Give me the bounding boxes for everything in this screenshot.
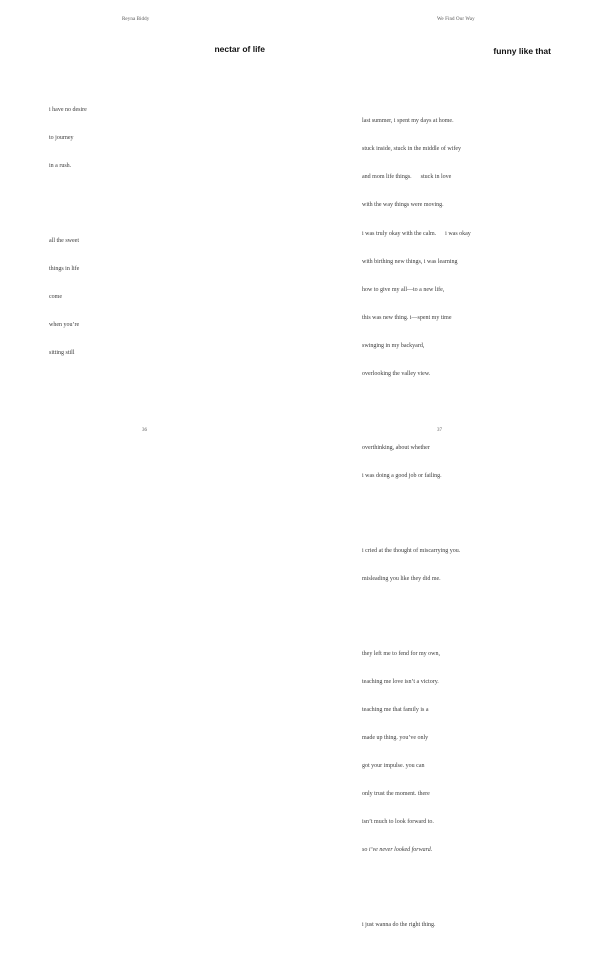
poem-line: in a rush. (49, 163, 72, 170)
poem-line: they left me to fend for my own, (362, 650, 440, 657)
poem-line: made up thing. you’ve only (362, 735, 429, 742)
poem-line-italic: so i’ve never looked forward. (362, 847, 433, 854)
poem-line: teaching me love isn’t a victory. (362, 679, 439, 685)
poem-line: and mom life things. stuck in love (362, 174, 452, 181)
poem-line: last summer, i spent my days at home. (362, 118, 454, 125)
poem-line: i have no desire (49, 107, 87, 114)
poem-line: how to give my all—to a new life, (362, 286, 445, 293)
poem-line: isn’t much to look forward to. (362, 819, 434, 826)
stanza (362, 529, 471, 604)
poem-line: swinging in my backyard, (362, 342, 425, 349)
poem-title: funny like that (493, 46, 551, 56)
page-number: 36 (142, 428, 147, 433)
poem-line: got your impulse. you can (362, 763, 425, 770)
poem-line: with the way things were moving. (362, 202, 444, 209)
running-head-author: Reyna Biddy (122, 17, 150, 22)
running-head-book-title: We Find Our Way (437, 17, 475, 22)
poem-line: overthinking, about whether (362, 445, 430, 452)
poem-line: this was new thing. i—spent my time (362, 314, 452, 321)
stanza (49, 219, 87, 378)
poem-body (362, 80, 471, 977)
stanza (362, 99, 471, 398)
poem-line: sitting still (49, 350, 75, 357)
poem-line: i was doing a good job or failing. (362, 473, 442, 480)
poem-body (49, 69, 87, 405)
poem-line: overlooking the valley view. (362, 370, 431, 377)
poem-line: when you’re (49, 322, 80, 329)
right-page (300, 0, 600, 928)
poem-line: i was truly okay with the calm. i was okay (362, 230, 471, 237)
poem-line: misleading you like they did me. (362, 576, 441, 583)
poem-line: i just wanna do the right thing. (362, 921, 436, 928)
stanza (362, 631, 471, 874)
poem-line: with birthing new things, i was learning (362, 258, 458, 265)
poem-title: nectar of life (214, 44, 265, 54)
stanza (362, 426, 471, 501)
poem-line: to journey (49, 135, 74, 142)
poem-line: all the sweet (49, 238, 79, 245)
poem-line: things in life (49, 266, 80, 273)
poem-line: come (49, 294, 62, 301)
stanza (362, 902, 471, 949)
poem-line: i cried at the thought of miscarrying you. (362, 548, 461, 555)
stanza (49, 88, 87, 191)
poem-line: teaching me that family is a (362, 707, 429, 714)
page-number: 37 (437, 428, 442, 433)
left-page (0, 0, 300, 450)
poem-line: stuck inside, stuck in the middle of wifey (362, 146, 461, 153)
poem-line: only trust the moment. there (362, 791, 430, 798)
